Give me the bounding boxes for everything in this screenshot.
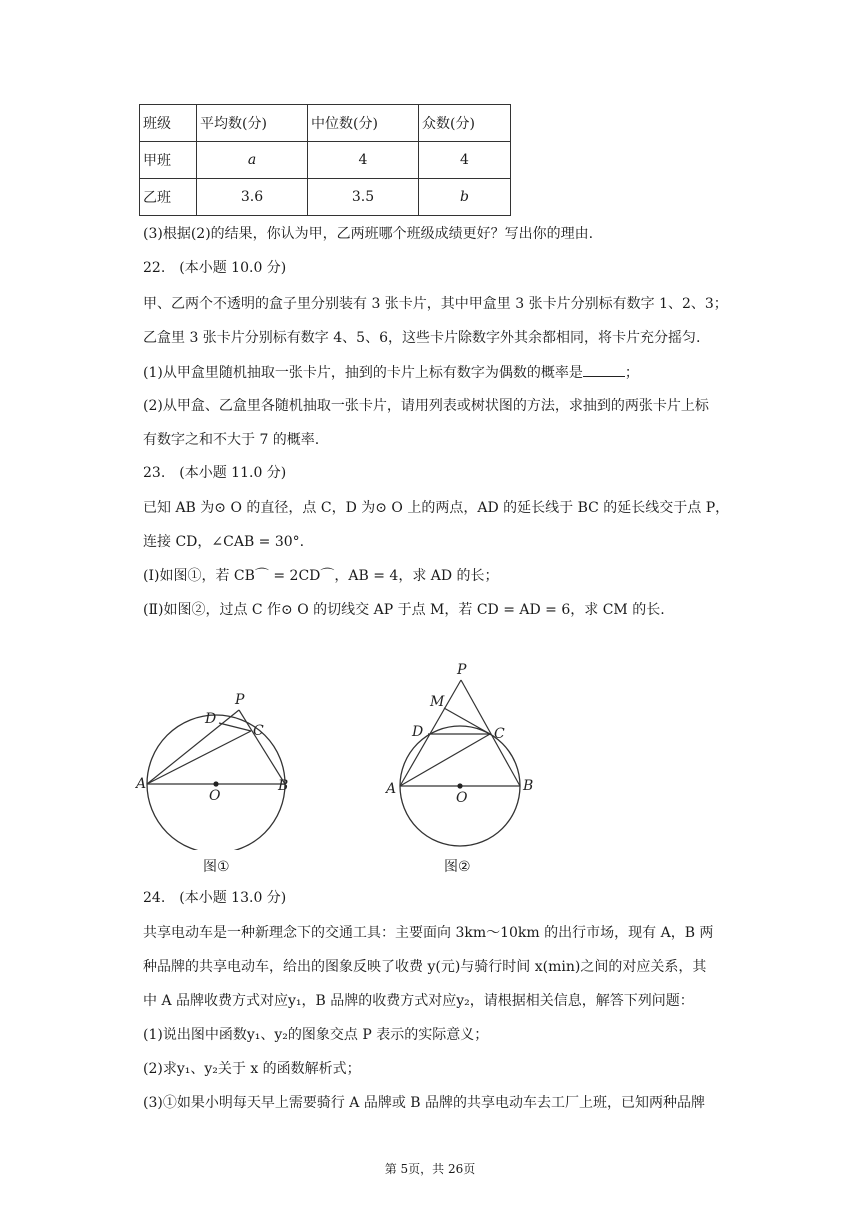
q22-part2: (2)从甲盒、乙盒里各随机抽取一张卡片，请用列表或树状图的方法，求抽到的两张卡片上标	[143, 398, 709, 414]
point-label: A	[386, 781, 397, 797]
table-cell: b	[419, 179, 511, 216]
point-label: P	[235, 692, 245, 708]
figure-2-label: 图②	[444, 859, 471, 875]
point-label: O	[209, 788, 221, 804]
center-point	[213, 781, 218, 786]
point-label: O	[456, 790, 468, 806]
table-cell: 4	[308, 142, 419, 179]
point-label: C	[253, 723, 264, 739]
table-header-cell: 平均数(分)	[197, 105, 308, 142]
point-label: M	[430, 694, 445, 710]
table-header-row	[140, 105, 511, 142]
page-footer: 第 5页，共 26页	[384, 1162, 476, 1176]
q23-heading: 23. (本小题 11.0 分)	[143, 465, 287, 481]
line-cd	[219, 723, 251, 731]
line-ac	[147, 731, 251, 784]
table-row	[140, 142, 511, 179]
q22-part1-end: ；	[624, 365, 639, 381]
q22-text: 乙盒里 3 张卡片分别标有数字 4、5、6，这些卡片除数字外其余都相同，将卡片充分摇匀.	[143, 330, 701, 346]
q23-part1: (Ⅰ)如图①，若 CB⌒ = 2CD⌒，AB = 4，求 AD 的长；	[143, 568, 499, 584]
figure-1-label: 图①	[203, 859, 230, 875]
line-ac	[400, 734, 490, 786]
q23-text: 连接 CD，∠CAB = 30°.	[143, 534, 305, 550]
point-label: C	[494, 726, 505, 742]
point-label: D	[205, 711, 217, 727]
table-row	[140, 179, 511, 216]
q24-part3: (3)①如果小明每天早上需要骑行 A 品牌或 B 品牌的共享电动车去工厂上班，已知两种品牌	[143, 1095, 706, 1111]
q21-part3: (3)根据(2)的结果，你认为甲，乙两班哪个班级成绩更好？写出你的理由.	[143, 226, 594, 242]
q22-heading: 22. (本小题 10.0 分)	[143, 260, 287, 276]
q24-text: 中 A 品牌收费方式对应y₁，B 品牌的收费方式对应y₂，请根据相关信息，解答下列问题：	[143, 993, 694, 1009]
tangent-cm	[444, 708, 490, 734]
table-cell: a	[197, 142, 308, 179]
q24-part1: (1)说出图中函数y₁、y₂的图象交点 P 表示的实际意义；	[143, 1027, 489, 1043]
line-ap	[147, 710, 239, 784]
table-cell: 乙班	[140, 179, 197, 216]
q22-part1-text: (1)从甲盒里随机抽取一张卡片，抽到的卡片上标有数字为偶数的概率是	[143, 365, 583, 381]
table-header-cell: 中位数(分)	[308, 105, 419, 142]
point-label: B	[278, 778, 289, 794]
q22-text: 甲、乙两个不透明的盒子里分别装有 3 张卡片，其中甲盒里 3 张卡片分别标有数字 1、2、3；	[143, 296, 728, 312]
point-label: A	[136, 776, 147, 792]
point-label: P	[457, 662, 467, 678]
table-cell: 4	[419, 142, 511, 179]
figure-1-diagram	[135, 680, 305, 850]
line-bp	[239, 710, 285, 784]
table-cell: 甲班	[140, 142, 197, 179]
figure-2-diagram	[380, 658, 550, 850]
q22-text: 有数字之和不大于 7 的概率.	[143, 432, 320, 448]
point-label: D	[412, 724, 424, 740]
q23-part2: (Ⅱ)如图②，过点 C 作⊙ O 的切线交 AP 于点 M，若 CD = AD = 6，求 CM 的长.	[143, 602, 665, 618]
line-bp	[461, 680, 520, 786]
q24-part2: (2)求y₁、y₂关于 x 的函数解析式；	[143, 1061, 361, 1077]
answer-blank	[583, 362, 625, 377]
q22-part1	[143, 362, 639, 383]
table-header-cell: 众数(分)	[419, 105, 511, 142]
table-cell: 3.6	[197, 179, 308, 216]
q24-text: 共享电动车是一种新理念下的交通工具：主要面向 3km～10km 的出行市场，现有 A，B 两	[143, 925, 714, 941]
q24-heading: 24. (本小题 13.0 分)	[143, 890, 287, 906]
table-header-cell: 班级	[140, 105, 197, 142]
table-cell: 3.5	[308, 179, 419, 216]
score-table	[139, 104, 511, 216]
point-label: B	[523, 778, 534, 794]
q23-text: 已知 AB 为⊙ O 的直径，点 C，D 为⊙ O 上的两点，AD 的延长线于 BC 的延长线交于点 P，	[143, 500, 730, 516]
center-point	[457, 783, 462, 788]
q24-text: 种品牌的共享电动车，给出的图象反映了收费 y(元)与骑行时间 x(min)之间的对应关系，其	[143, 959, 707, 975]
